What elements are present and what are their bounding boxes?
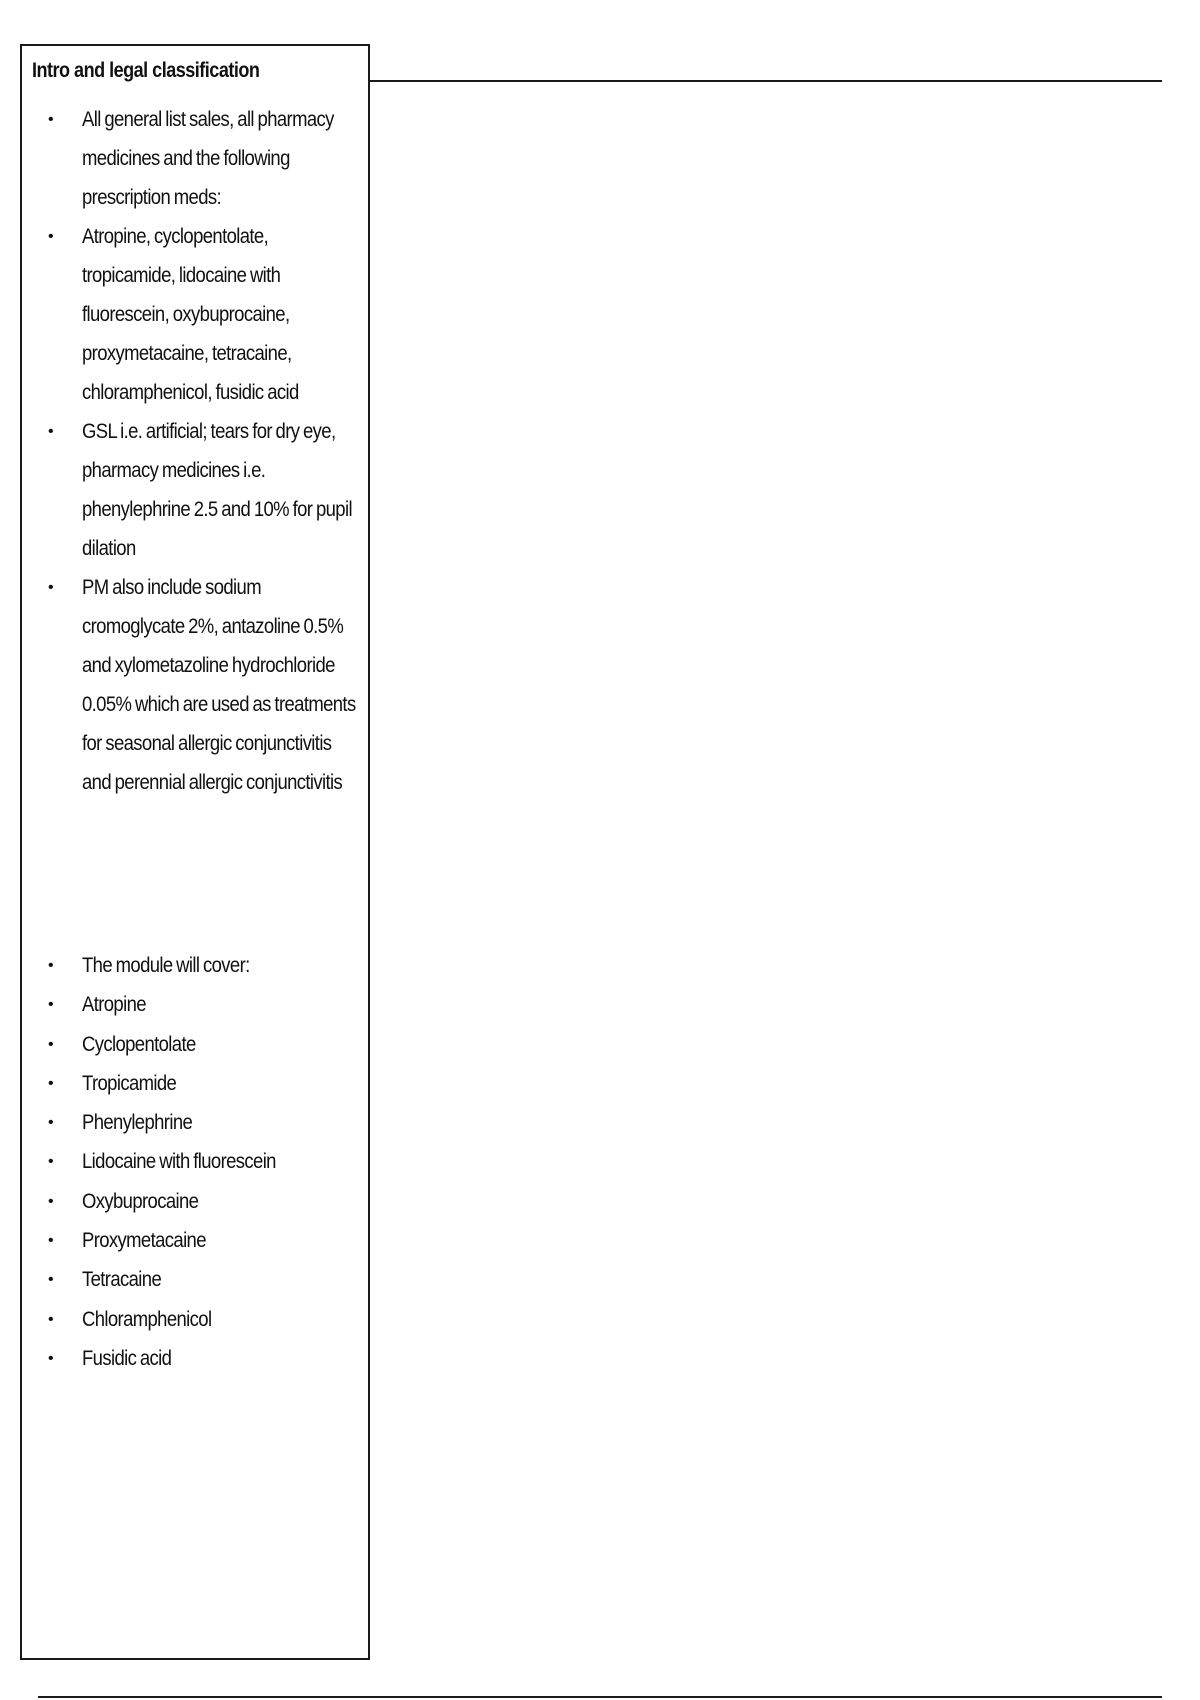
list-item <box>22 412 370 568</box>
list-item-text: All general list sales, all pharmacy medicines and the following prescription meds: <box>82 108 334 209</box>
list-item <box>22 1260 370 1299</box>
bullet-icon: • <box>48 228 53 245</box>
list-item <box>22 1221 370 1260</box>
bullet-icon: • <box>48 1074 53 1092</box>
list-item-text: Lidocaine with fluorescein <box>82 1150 276 1174</box>
list-item-text: Proxymetacaine <box>82 1229 206 1253</box>
list-item <box>22 946 370 985</box>
list-item-text: PM also include sodium cromoglycate 2%, antazoline 0.5% and xylometazoline hydrochloride 0.05% which are used as treatments for seasonal allergic conjunctivitis and perennial allergic conjunctivitis <box>82 576 356 794</box>
list-item <box>22 100 370 217</box>
list-item-text: Fusidic acid <box>82 1346 172 1370</box>
bullet-icon: • <box>48 1349 53 1367</box>
list-item <box>22 217 370 412</box>
list-item <box>22 1182 370 1221</box>
bullet-icon: • <box>48 1114 53 1132</box>
list-item-text: Atropine, cyclopentolate, tropicamide, lidocaine with fluorescein, oxybuprocaine, proxymetacaine, tetracaine, chloramphenicol, fusidic acid <box>82 225 299 404</box>
bullet-icon: • <box>48 579 53 596</box>
list-item-text: Oxybuprocaine <box>82 1189 199 1213</box>
bullet-icon: • <box>48 1035 53 1053</box>
bullet-icon: • <box>48 111 53 128</box>
list-item-text: The module will cover: <box>82 954 250 977</box>
list-item-text: Cyclopentolate <box>82 1032 196 1056</box>
footer-divider <box>38 1696 1162 1698</box>
list-item <box>22 1025 370 1064</box>
bullet-icon: • <box>48 423 53 440</box>
list-item <box>22 568 370 802</box>
list-item <box>22 1339 370 1378</box>
list-item <box>22 1064 370 1103</box>
bullet-icon: • <box>48 1271 53 1289</box>
list-item-text: Atropine <box>82 993 146 1017</box>
list-item <box>22 1142 370 1181</box>
bullet-icon: • <box>48 1192 53 1210</box>
intro-bullet-list <box>22 100 370 802</box>
list-item-text: GSL i.e. artificial; tears for dry eye, pharmacy medicines i.e. phenylephrine 2.5 and 10% for pupil dilation <box>82 420 352 560</box>
section-title: Intro and legal classification <box>32 59 260 82</box>
list-item <box>22 1103 370 1142</box>
notes-header-divider <box>370 80 1162 82</box>
list-item <box>22 985 370 1024</box>
list-item-text: Tropicamide <box>82 1071 177 1095</box>
list-item <box>22 1300 370 1339</box>
bullet-icon: • <box>48 1310 53 1328</box>
list-item-text: Chloramphenicol <box>82 1307 212 1331</box>
bullet-icon: • <box>48 1153 53 1171</box>
list-item-text: Tetracaine <box>82 1268 162 1292</box>
cue-column <box>20 44 370 1660</box>
list-item-text: Phenylephrine <box>82 1111 193 1135</box>
bullet-icon: • <box>48 957 53 974</box>
bullet-icon: • <box>48 1232 53 1250</box>
bullet-icon: • <box>48 996 53 1014</box>
module-cover-list <box>22 946 370 1378</box>
